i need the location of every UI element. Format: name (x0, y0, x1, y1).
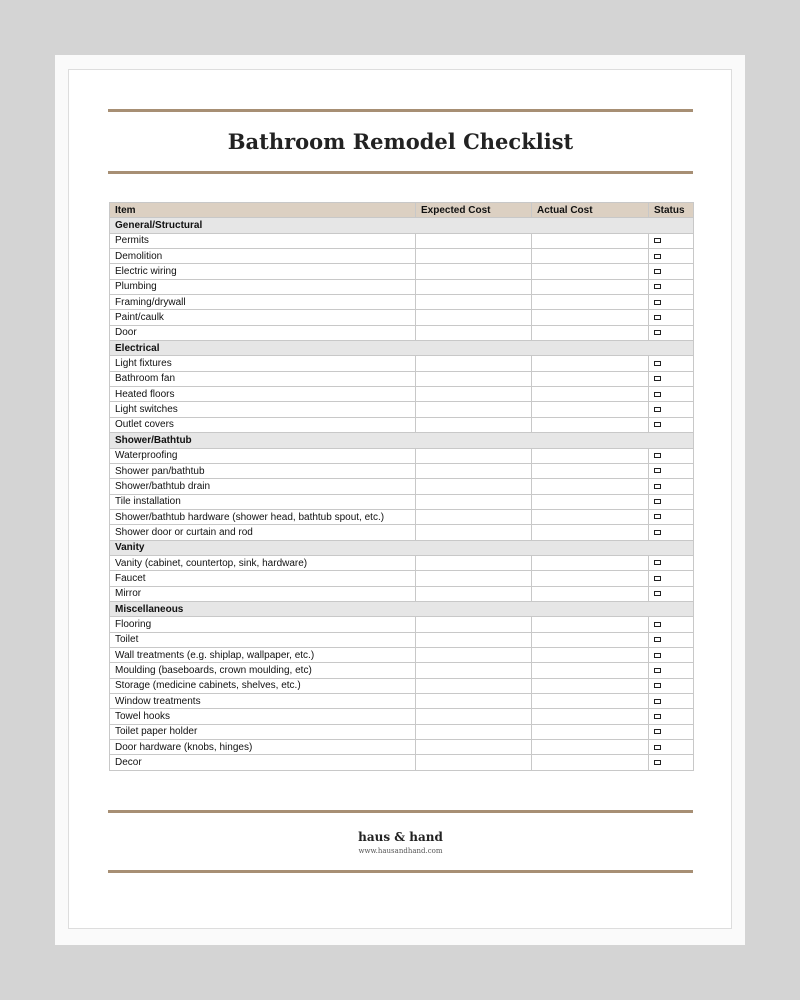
status-cell (649, 402, 694, 417)
checkbox-icon[interactable] (654, 330, 661, 335)
status-cell (649, 724, 694, 739)
section-header-row (110, 540, 694, 555)
table-row (110, 740, 694, 755)
expected-cost-cell[interactable] (416, 555, 532, 570)
checkbox-icon[interactable] (654, 760, 661, 765)
status-cell (649, 494, 694, 509)
checkbox-icon[interactable] (654, 453, 661, 458)
actual-cost-cell[interactable] (532, 463, 649, 478)
expected-cost-cell[interactable] (416, 724, 532, 739)
expected-cost-cell[interactable] (416, 740, 532, 755)
page-title: Bathroom Remodel Checklist (227, 129, 574, 154)
footer-bottom-rule (108, 870, 693, 873)
item-label: Demolition (110, 249, 416, 264)
actual-cost-cell[interactable] (532, 647, 649, 662)
section-title: General/Structural (110, 218, 694, 233)
expected-cost-cell[interactable] (416, 647, 532, 662)
status-cell (649, 694, 694, 709)
item-label: Storage (medicine cabinets, shelves, etc.) (110, 678, 416, 693)
checkbox-icon[interactable] (654, 468, 661, 473)
expected-cost-cell[interactable] (416, 279, 532, 294)
table-row (110, 632, 694, 647)
item-label: Shower door or curtain and rod (110, 525, 416, 540)
status-cell (649, 279, 694, 294)
checkbox-icon[interactable] (654, 699, 661, 704)
expected-cost-cell[interactable] (416, 387, 532, 402)
status-cell (649, 617, 694, 632)
top-rule (108, 109, 693, 112)
actual-cost-cell[interactable] (532, 249, 649, 264)
table-row (110, 264, 694, 279)
expected-cost-cell[interactable] (416, 417, 532, 432)
item-label: Faucet (110, 571, 416, 586)
actual-cost-cell[interactable] (532, 724, 649, 739)
actual-cost-cell[interactable] (532, 264, 649, 279)
item-label: Decor (110, 755, 416, 770)
status-cell (649, 571, 694, 586)
title-underline (108, 171, 693, 174)
actual-cost-cell[interactable] (532, 740, 649, 755)
status-cell (649, 647, 694, 662)
expected-cost-cell[interactable] (416, 632, 532, 647)
checklist-table (109, 202, 694, 771)
table-row (110, 509, 694, 524)
table-row (110, 310, 694, 325)
actual-cost-cell[interactable] (532, 356, 649, 371)
actual-cost-cell[interactable] (532, 617, 649, 632)
expected-cost-cell[interactable] (416, 264, 532, 279)
expected-cost-cell[interactable] (416, 371, 532, 386)
actual-cost-cell[interactable] (532, 755, 649, 770)
status-cell (649, 310, 694, 325)
table-row (110, 755, 694, 770)
actual-cost-cell[interactable] (532, 402, 649, 417)
status-cell (649, 663, 694, 678)
item-label: Tile installation (110, 494, 416, 509)
item-label: Paint/caulk (110, 310, 416, 325)
expected-cost-cell[interactable] (416, 525, 532, 540)
actual-cost-cell[interactable] (532, 571, 649, 586)
status-cell (649, 325, 694, 340)
item-label: Toilet (110, 632, 416, 647)
table-row (110, 694, 694, 709)
checkbox-icon[interactable] (654, 729, 661, 734)
section-title: Vanity (110, 540, 694, 555)
status-cell (649, 295, 694, 310)
table-row (110, 325, 694, 340)
checkbox-icon[interactable] (654, 653, 661, 658)
expected-cost-cell[interactable] (416, 249, 532, 264)
table-row (110, 387, 694, 402)
expected-cost-cell[interactable] (416, 617, 532, 632)
actual-cost-cell[interactable] (532, 325, 649, 340)
table-row (110, 525, 694, 540)
actual-cost-cell[interactable] (532, 479, 649, 494)
item-label: Framing/drywall (110, 295, 416, 310)
item-label: Shower/bathtub hardware (shower head, bathtub spout, etc.) (110, 509, 416, 524)
checkbox-icon[interactable] (654, 745, 661, 750)
item-label: Wall treatments (e.g. shiplap, wallpaper, etc.) (110, 647, 416, 662)
checkbox-icon[interactable] (654, 530, 661, 535)
checkbox-icon[interactable] (654, 514, 661, 519)
status-cell (649, 463, 694, 478)
section-header-row (110, 601, 694, 616)
table-row (110, 356, 694, 371)
status-cell (649, 249, 694, 264)
item-label: Vanity (cabinet, countertop, sink, hardware) (110, 555, 416, 570)
table-row (110, 371, 694, 386)
table-row (110, 295, 694, 310)
checkbox-icon[interactable] (654, 622, 661, 627)
status-cell (649, 371, 694, 386)
actual-cost-cell[interactable] (532, 663, 649, 678)
item-label: Light switches (110, 402, 416, 417)
item-label: Outlet covers (110, 417, 416, 432)
actual-cost-cell[interactable] (532, 417, 649, 432)
actual-cost-cell[interactable] (532, 448, 649, 463)
status-cell (649, 264, 694, 279)
item-label: Mirror (110, 586, 416, 601)
checkbox-icon[interactable] (654, 376, 661, 381)
table-row (110, 617, 694, 632)
actual-cost-cell[interactable] (532, 555, 649, 570)
expected-cost-cell[interactable] (416, 694, 532, 709)
checkbox-icon[interactable] (654, 637, 661, 642)
table-row (110, 571, 694, 586)
item-label: Bathroom fan (110, 371, 416, 386)
status-cell (649, 448, 694, 463)
actual-cost-cell[interactable] (532, 525, 649, 540)
status-cell (649, 755, 694, 770)
actual-cost-cell[interactable] (532, 371, 649, 386)
table-row (110, 402, 694, 417)
checkbox-icon[interactable] (654, 238, 661, 243)
checkbox-icon[interactable] (654, 683, 661, 688)
expected-cost-cell[interactable] (416, 463, 532, 478)
status-cell (649, 709, 694, 724)
checkbox-icon[interactable] (654, 407, 661, 412)
item-label: Door (110, 325, 416, 340)
checkbox-icon[interactable] (654, 300, 661, 305)
item-label: Shower pan/bathtub (110, 463, 416, 478)
checkbox-icon[interactable] (654, 422, 661, 427)
table-row (110, 279, 694, 294)
status-cell (649, 387, 694, 402)
expected-cost-cell[interactable] (416, 571, 532, 586)
item-label: Electric wiring (110, 264, 416, 279)
item-label: Heated floors (110, 387, 416, 402)
item-label: Window treatments (110, 694, 416, 709)
table-row (110, 233, 694, 248)
table-row (110, 479, 694, 494)
table-row (110, 663, 694, 678)
table-row (110, 463, 694, 478)
table-row (110, 678, 694, 693)
expected-cost-cell[interactable] (416, 709, 532, 724)
actual-cost-cell[interactable] (532, 586, 649, 601)
status-cell (649, 678, 694, 693)
section-title: Miscellaneous (110, 601, 694, 616)
checkbox-icon[interactable] (654, 269, 661, 274)
actual-cost-cell[interactable] (532, 233, 649, 248)
actual-cost-cell[interactable] (532, 694, 649, 709)
brand-name: haus & hand (358, 830, 443, 844)
item-label: Moulding (baseboards, crown moulding, etc) (110, 663, 416, 678)
table-row (110, 555, 694, 570)
status-cell (649, 479, 694, 494)
actual-cost-cell[interactable] (532, 509, 649, 524)
actual-cost-cell[interactable] (532, 678, 649, 693)
checkbox-icon[interactable] (654, 591, 661, 596)
item-label: Plumbing (110, 279, 416, 294)
table-row (110, 448, 694, 463)
checkbox-icon[interactable] (654, 284, 661, 289)
expected-cost-cell[interactable] (416, 663, 532, 678)
column-header-status: Status (649, 203, 694, 218)
status-cell (649, 632, 694, 647)
actual-cost-cell[interactable] (532, 295, 649, 310)
table-row (110, 417, 694, 432)
actual-cost-cell[interactable] (532, 632, 649, 647)
table-header-row (110, 203, 694, 218)
expected-cost-cell[interactable] (416, 678, 532, 693)
status-cell (649, 233, 694, 248)
item-label: Towel hooks (110, 709, 416, 724)
status-cell (649, 586, 694, 601)
expected-cost-cell[interactable] (416, 755, 532, 770)
status-cell (649, 555, 694, 570)
checkbox-icon[interactable] (654, 254, 661, 259)
item-label: Waterproofing (110, 448, 416, 463)
section-title: Electrical (110, 341, 694, 356)
brand-url: www.hausandhand.com (358, 847, 443, 855)
actual-cost-cell[interactable] (532, 279, 649, 294)
expected-cost-cell[interactable] (416, 356, 532, 371)
expected-cost-cell[interactable] (416, 233, 532, 248)
expected-cost-cell[interactable] (416, 310, 532, 325)
item-label: Flooring (110, 617, 416, 632)
checkbox-icon[interactable] (654, 361, 661, 366)
section-title: Shower/Bathtub (110, 433, 694, 448)
status-cell (649, 509, 694, 524)
table-row (110, 647, 694, 662)
expected-cost-cell[interactable] (416, 448, 532, 463)
expected-cost-cell[interactable] (416, 325, 532, 340)
expected-cost-cell[interactable] (416, 479, 532, 494)
checklist-body (110, 218, 694, 770)
checkbox-icon[interactable] (654, 392, 661, 397)
checkbox-icon[interactable] (654, 315, 661, 320)
item-label: Toilet paper holder (110, 724, 416, 739)
expected-cost-cell[interactable] (416, 586, 532, 601)
section-header-row (110, 341, 694, 356)
expected-cost-cell[interactable] (416, 402, 532, 417)
item-label: Permits (110, 233, 416, 248)
footer-top-rule (108, 810, 693, 813)
checkbox-icon[interactable] (654, 714, 661, 719)
status-cell (649, 740, 694, 755)
expected-cost-cell[interactable] (416, 494, 532, 509)
table-row (110, 709, 694, 724)
section-header-row (110, 433, 694, 448)
column-header-expected-cost: Expected Cost (416, 203, 532, 218)
checkbox-icon[interactable] (654, 484, 661, 489)
table-row (110, 494, 694, 509)
actual-cost-cell[interactable] (532, 310, 649, 325)
section-header-row (110, 218, 694, 233)
checkbox-icon[interactable] (654, 576, 661, 581)
status-cell (649, 356, 694, 371)
checkbox-icon[interactable] (654, 668, 661, 673)
actual-cost-cell[interactable] (532, 387, 649, 402)
table-row (110, 586, 694, 601)
column-header-actual-cost: Actual Cost (532, 203, 649, 218)
actual-cost-cell[interactable] (532, 494, 649, 509)
checkbox-icon[interactable] (654, 560, 661, 565)
expected-cost-cell[interactable] (416, 509, 532, 524)
item-label: Shower/bathtub drain (110, 479, 416, 494)
expected-cost-cell[interactable] (416, 295, 532, 310)
table-row (110, 724, 694, 739)
item-label: Light fixtures (110, 356, 416, 371)
actual-cost-cell[interactable] (532, 709, 649, 724)
status-cell (649, 417, 694, 432)
table-row (110, 249, 694, 264)
status-cell (649, 525, 694, 540)
item-label: Door hardware (knobs, hinges) (110, 740, 416, 755)
column-header-item: Item (110, 203, 416, 218)
checkbox-icon[interactable] (654, 499, 661, 504)
